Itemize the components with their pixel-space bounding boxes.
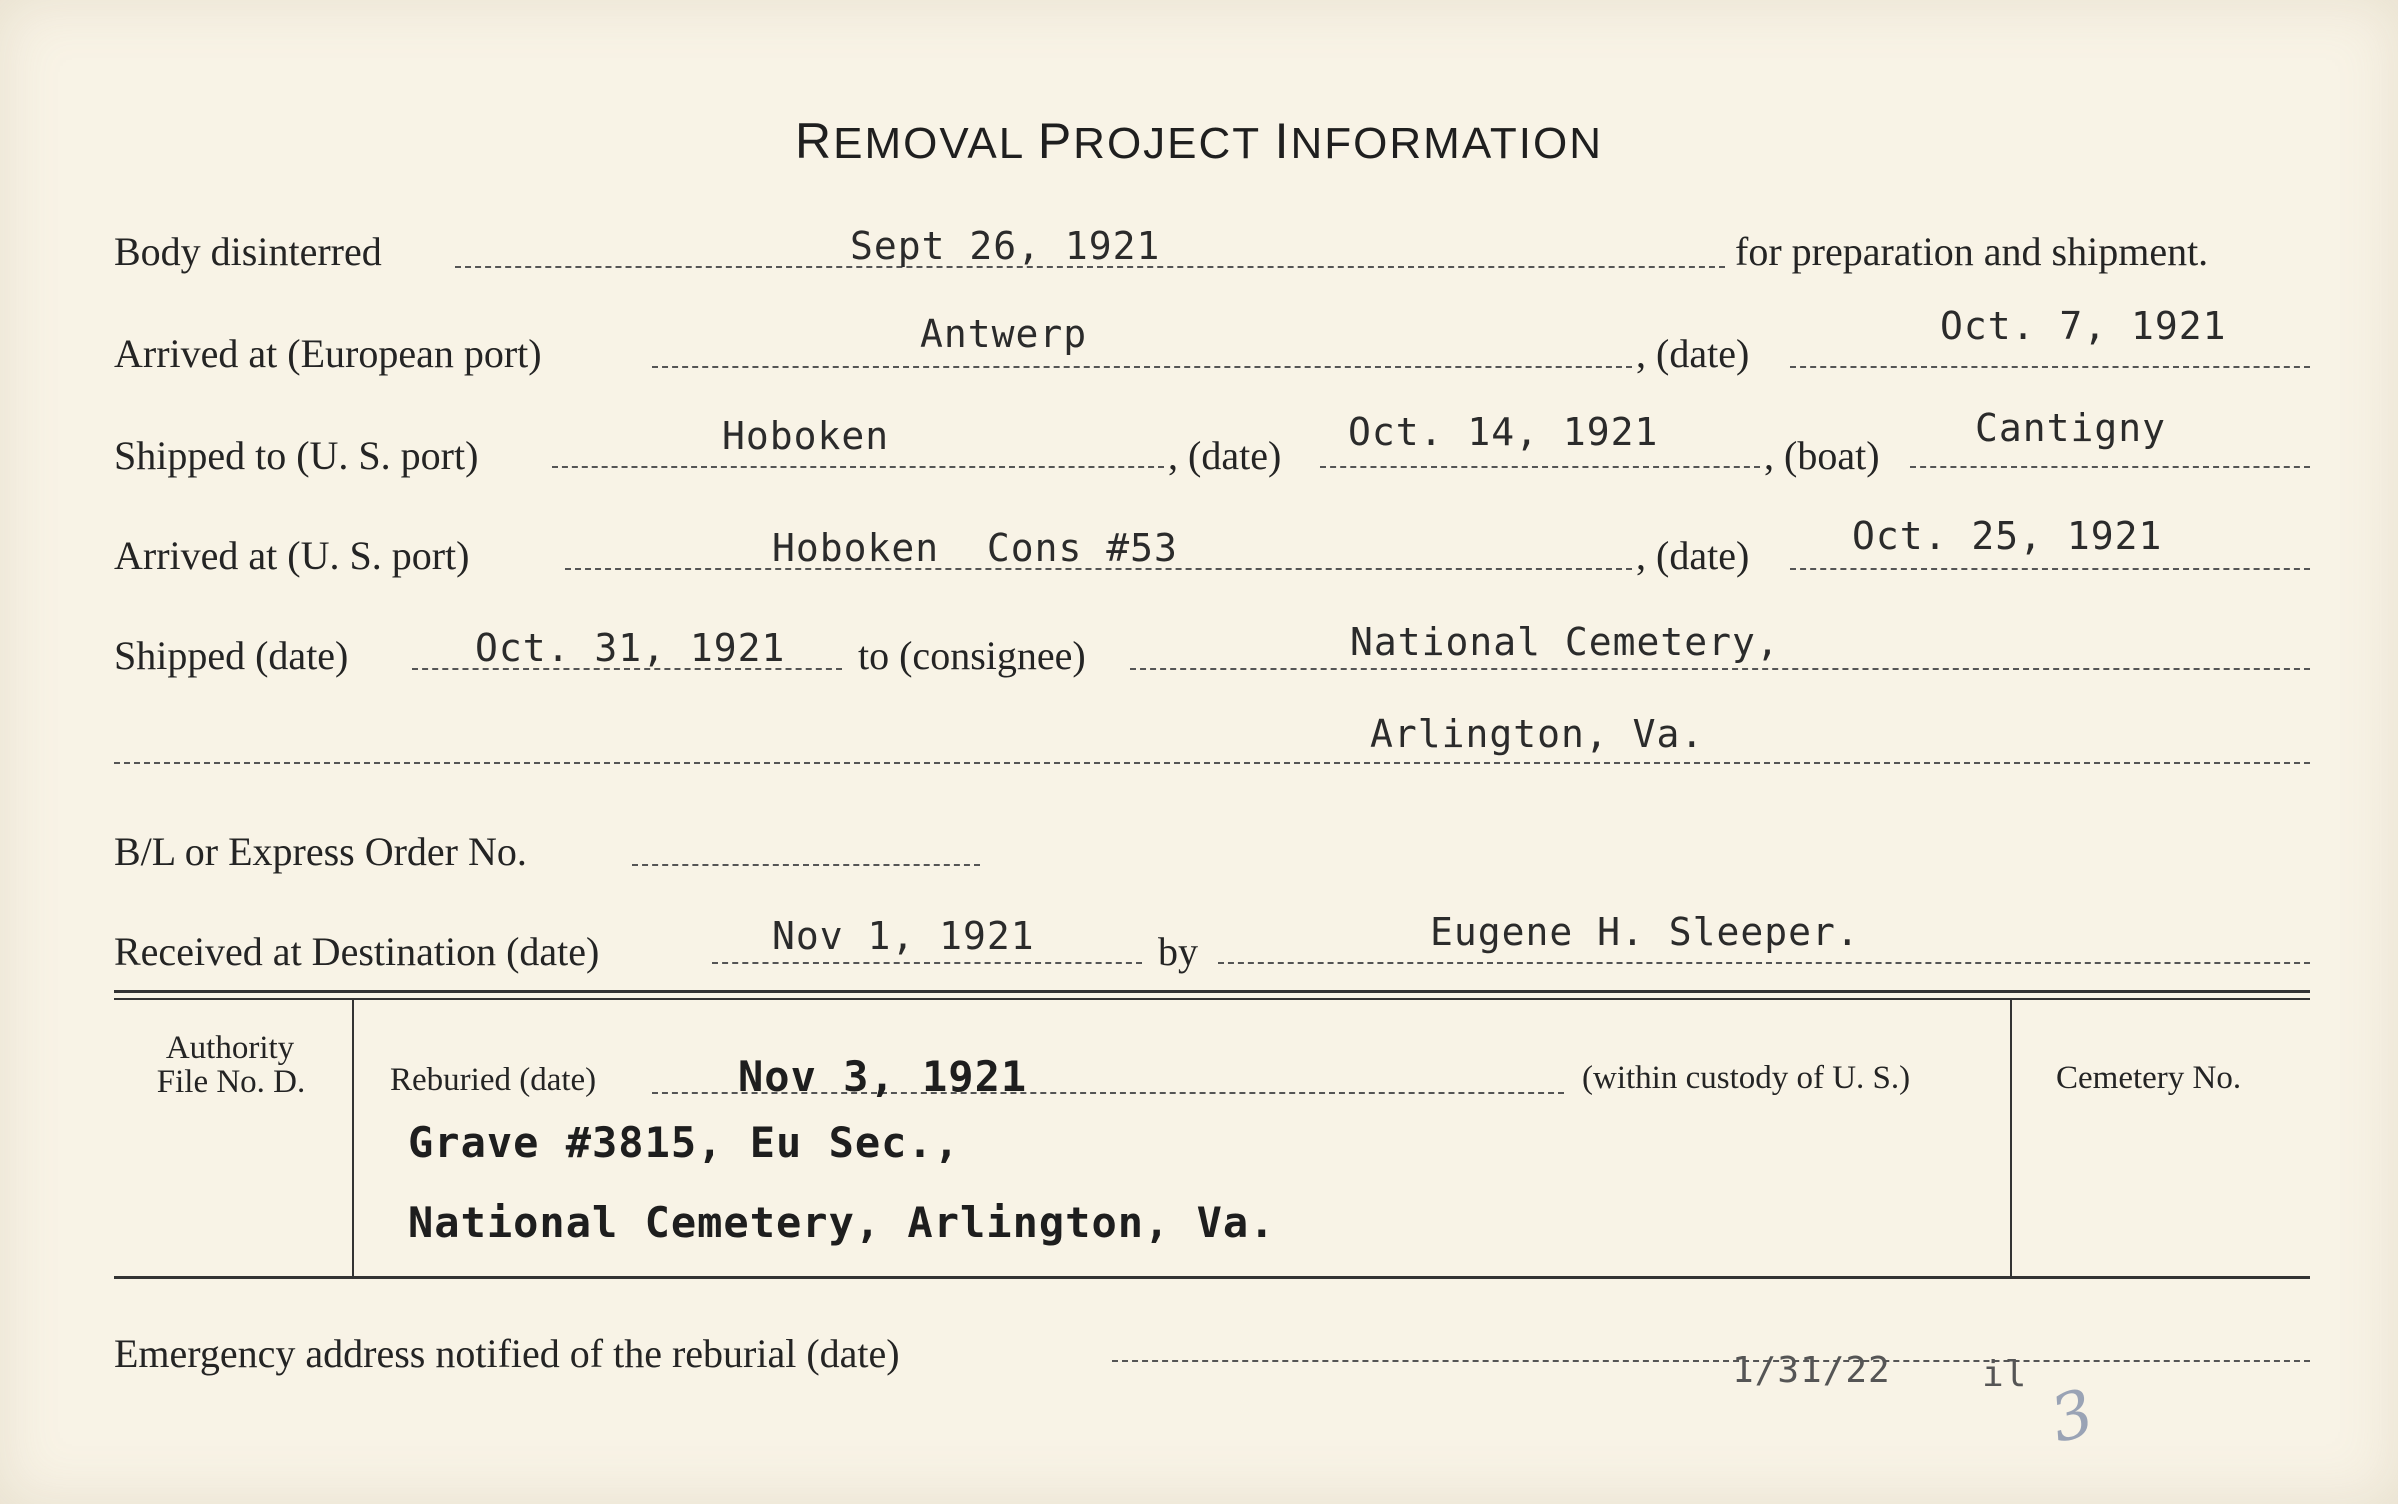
title-letter: P: [1037, 113, 1074, 169]
title-letter: R: [794, 113, 834, 169]
arrived-european-label: Arrived at (European port): [114, 331, 542, 376]
bl-order-line: [632, 864, 980, 866]
boat-line: [1910, 466, 2310, 468]
grave-line-1: Grave #3815, Eu Sec.,: [408, 1118, 961, 1167]
box-bottom-rule: [114, 1276, 2310, 1279]
arrived-european-date-label: , (date): [1636, 331, 1750, 376]
received-label: Received at Destination (date): [114, 929, 600, 974]
body-disinterred-value: Sept 26, 1921: [850, 224, 1161, 268]
box-divider-left: [352, 1000, 354, 1276]
arrived-us-label: Arrived at (U. S. port): [114, 533, 470, 578]
title-part: EMOVAL: [833, 119, 1038, 168]
arrived-us-date-value: Oct. 25, 1921: [1852, 514, 2163, 558]
arrived-us-date-line: [1790, 568, 2310, 570]
consignee-line: [1130, 668, 2310, 670]
emergency-line: [1112, 1360, 2310, 1362]
received-by-label: by: [1158, 929, 1198, 974]
boat-value: Cantigny: [1975, 406, 2167, 450]
shipped-us-date-value: Oct. 14, 1921: [1348, 410, 1659, 454]
received-by-line: [1218, 962, 2310, 964]
consignee-continuation-line: [114, 762, 2310, 764]
shipped-us-line: [552, 466, 1164, 468]
shipped-us-date-label: , (date): [1168, 433, 1282, 478]
cemetery-no-label: Cemetery No.: [2056, 1060, 2242, 1096]
box-divider-right: [2010, 1000, 2012, 1276]
boat-label: , (boat): [1764, 433, 1880, 478]
consignee-value-line2: Arlington, Va.: [1370, 712, 1705, 756]
grave-line-2: National Cemetery, Arlington, Va.: [408, 1198, 1276, 1247]
shipped-us-date-line: [1320, 466, 1760, 468]
emergency-initials: il: [1982, 1354, 2028, 1395]
shipped-date-label: Shipped (date): [114, 633, 349, 678]
reburied-label: Reburied (date): [390, 1062, 597, 1098]
emergency-date-value: 1/31/22: [1732, 1350, 1891, 1391]
arrived-us-date-label: , (date): [1636, 533, 1750, 578]
authority-label: Authority: [165, 1030, 295, 1066]
arrived-european-date-line: [1790, 366, 2310, 368]
bl-order-label: B/L or Express Order No.: [114, 829, 527, 874]
arrived-european-date-value: Oct. 7, 1921: [1940, 304, 2227, 348]
received-line: [712, 962, 1142, 964]
shipped-us-value: Hoboken: [722, 414, 890, 458]
shipped-us-label: Shipped to (U. S. port): [114, 433, 479, 478]
box-top-rule-inner: [114, 998, 2310, 1000]
file-no-label: File No. D.: [156, 1064, 306, 1100]
box-top-rule: [114, 990, 2310, 993]
body-disinterred-label: Body disinterred: [114, 229, 382, 274]
arrived-european-line: [652, 366, 1632, 368]
title-part: ROJECT: [1073, 119, 1275, 168]
custody-label: (within custody of U. S.): [1582, 1060, 1911, 1096]
arrived-european-value: Antwerp: [920, 312, 1088, 356]
shipped-date-value: Oct. 31, 1921: [475, 626, 786, 670]
pencil-mark: 3: [2043, 1375, 2102, 1459]
shipment-suffix-label: for preparation and shipment.: [1735, 229, 2209, 274]
received-value: Nov 1, 1921: [772, 914, 1035, 958]
emergency-label: Emergency address notified of the reburial (date): [114, 1331, 900, 1376]
arrived-us-value: Hoboken Cons #53: [772, 526, 1178, 570]
reburied-value: Nov 3, 1921: [738, 1052, 1028, 1101]
title-part: NFORMATION: [1290, 119, 1604, 168]
received-by-value: Eugene H. Sleeper.: [1430, 910, 1860, 954]
card-title: [0, 112, 2398, 170]
consignee-value: National Cemetery,: [1350, 620, 1780, 664]
consignee-label: to (consignee): [858, 633, 1086, 678]
title-letter: I: [1274, 113, 1291, 169]
